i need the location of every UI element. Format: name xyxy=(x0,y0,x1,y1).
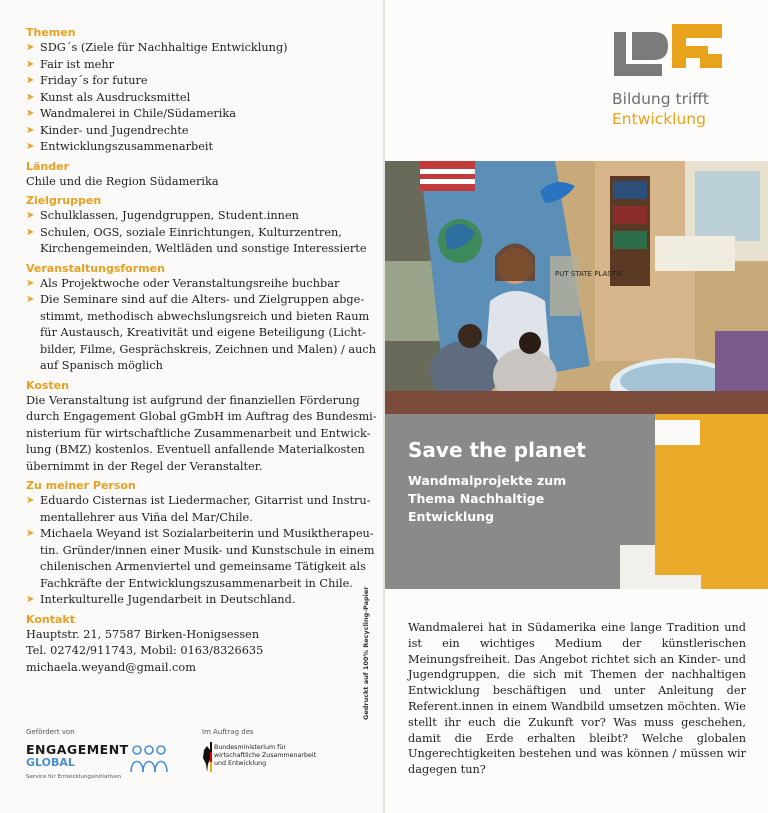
bmz-text: Bundesministerium für wirtschaftliche Zusammenarbeit und Entwicklung xyxy=(214,744,317,767)
list-item: ➤ Friday´s for future xyxy=(26,73,366,90)
mural-photo xyxy=(385,161,768,414)
kosten-line: übernimmt in der Regel der Veranstalter. xyxy=(26,459,263,473)
funders-block xyxy=(26,728,366,798)
list-item: ➤ Entwicklungszusammenarbeit xyxy=(26,139,366,156)
heading-kontakt: Kontakt xyxy=(26,612,75,626)
themen-list xyxy=(26,40,366,156)
arrow-icon: ➤ xyxy=(26,528,35,539)
arrow-icon: ➤ xyxy=(26,495,35,506)
contact-email: michaela.weyand@gmail.com xyxy=(26,660,196,674)
heading-themen: Themen xyxy=(26,26,76,39)
arrow-icon: ➤ xyxy=(26,91,35,103)
notch-top xyxy=(655,420,700,445)
logo-text-bildung: Bildung trifft xyxy=(612,90,710,108)
logo-text-entwicklung: Entwicklung xyxy=(612,110,706,128)
list-item: ➤ Die Seminare sind auf die Alters- und Zielgruppen abge- stimmt, methodisch abwechslungsreich und bieten Raum für Austausch, Kreativität und eigene Beteiligung (Licht- bilder, Filme, Gesprächskreis, Zeichnen und Malen) / auch auf Spanisch möglich xyxy=(26,293,376,372)
list-item: ➤ SDG´s (Ziele für Nachhaltige Entwicklung) xyxy=(26,40,366,57)
description-text: Wandmalerei hat in Südamerika eine lange Tradition und ist ein wichtiges Medium der künstlerischen Meinungsfreiheit. Das Angebot richtet sich an Kinder- und Jugendgruppen, die sich mit Themen der nachhaltigen Entwicklung beschäftigen und unter Anleitung der Referent.innen in einem Wandbild umsetzen möchten. Wie stellt ihr euch die Zukunft vor? Was muss geschehen, damit die Erde erhalten bleibt? Welche globalen Ungerechtigkeiten bestehen und was können / müssen wir dagegen tun? xyxy=(408,621,746,777)
kosten-line: nisterium für wirtschaftliche Zusammenarbeit und Entwick- xyxy=(26,426,371,440)
arrow-icon: ➤ xyxy=(26,141,35,152)
arrow-icon: ➤ xyxy=(26,124,35,136)
contact-address: Hauptstr. 21, 57587 Birken-Honigsessen xyxy=(26,627,260,641)
print-note: Gedruckt auf 100% Recycling-Papier xyxy=(362,586,370,720)
photo-caption: PUT STATE PLASTIK xyxy=(555,270,623,278)
page-title: Save the planet xyxy=(408,438,586,462)
kosten-line: Die Veranstaltung ist aufgrund der finanziellen Förderung xyxy=(26,393,360,407)
step-shape-2 xyxy=(655,575,701,589)
heading-laender: Länder xyxy=(26,159,70,173)
bmz-flag-bar xyxy=(210,742,212,772)
list-item: ➤ Schulen, OGS, soziale Einrichtungen, Kulturzentren, Kirchengemeinden, Weltläden und sonstige Interessierte xyxy=(26,225,367,255)
list-item: ➤ Kinder- und Jugendrechte xyxy=(26,123,366,140)
kosten-line: lung (BMZ) kostenlos. Eventuell anfallende Materialkosten xyxy=(26,443,365,456)
arrow-icon: ➤ xyxy=(26,294,35,305)
bildung-logo-icon xyxy=(614,24,724,84)
list-item: ➤ Eduardo Cisternas ist Liedermacher, Gitarrist und Instru- mentallehrer aus Viña del Mar/Chile. xyxy=(26,494,371,524)
heading-person: Zu meiner Person xyxy=(26,479,136,492)
laender-text: Chile und die Region Südamerika xyxy=(26,174,219,188)
heading-zielgruppen: Zielgruppen xyxy=(26,194,102,207)
contact-phone: Tel. 02742/911743, Mobil: 0163/8326635 xyxy=(26,644,264,657)
people-group-icon xyxy=(129,744,169,774)
arrow-icon: ➤ xyxy=(26,108,35,119)
engagement-global-logo-2: GLOBAL xyxy=(26,756,75,769)
arrow-icon: ➤ xyxy=(26,226,35,238)
auftrag-label: Im Auftrag des xyxy=(202,728,254,736)
arrow-icon: ➤ xyxy=(26,58,35,70)
arrow-icon: ➤ xyxy=(26,75,35,86)
arrow-icon: ➤ xyxy=(26,42,35,53)
heading-kosten: Kosten xyxy=(26,378,69,392)
engagement-global-logo: ENGAGEMENT xyxy=(26,742,129,757)
arrow-icon: ➤ xyxy=(26,210,35,221)
list-item: ➤ Michaela Weyand ist Sozialarbeiterin und Musiktherapeu- tin. Gründer/innen einer Musik- und Kunstschule in einem chilenischen Armenviertel und gemeinsame Tätigkeit als Fachkräfte der Entwicklungszusammenarbeit in Chile. xyxy=(26,527,375,590)
list-item: ➤ Schulklassen, Jugendgruppen, Student.innen xyxy=(26,208,366,225)
list-item: ➤ Interkulturelle Jugendarbeit in Deutschland. xyxy=(26,592,366,609)
arrow-icon: ➤ xyxy=(26,594,35,605)
gefoerdert-label: Gefördert von xyxy=(26,728,75,736)
page-subtitle: Wandmalprojekte zum Thema Nachhaltige Entwicklung xyxy=(408,473,567,524)
step-shape-1 xyxy=(620,545,655,589)
mural-photo-illustration xyxy=(385,161,768,414)
kosten-line: durch Engagement Global gGmbH im Auftrag des Bundesmi- xyxy=(26,410,377,423)
list-item: ➤ Kunst als Ausdrucksmittel xyxy=(26,90,366,107)
list-item: ➤ Wandmalerei in Chile/Südamerika xyxy=(26,106,366,123)
arrow-icon: ➤ xyxy=(26,277,35,289)
list-item: ➤ Fair ist mehr xyxy=(26,57,366,74)
heading-veranstaltungsformen: Veranstaltungsformen xyxy=(26,261,165,275)
list-item: ➤ Als Projektwoche oder Veranstaltungsreihe buchbar xyxy=(26,276,366,293)
engagement-global-subline: Service für Entwicklungsinitiativen xyxy=(26,774,122,780)
